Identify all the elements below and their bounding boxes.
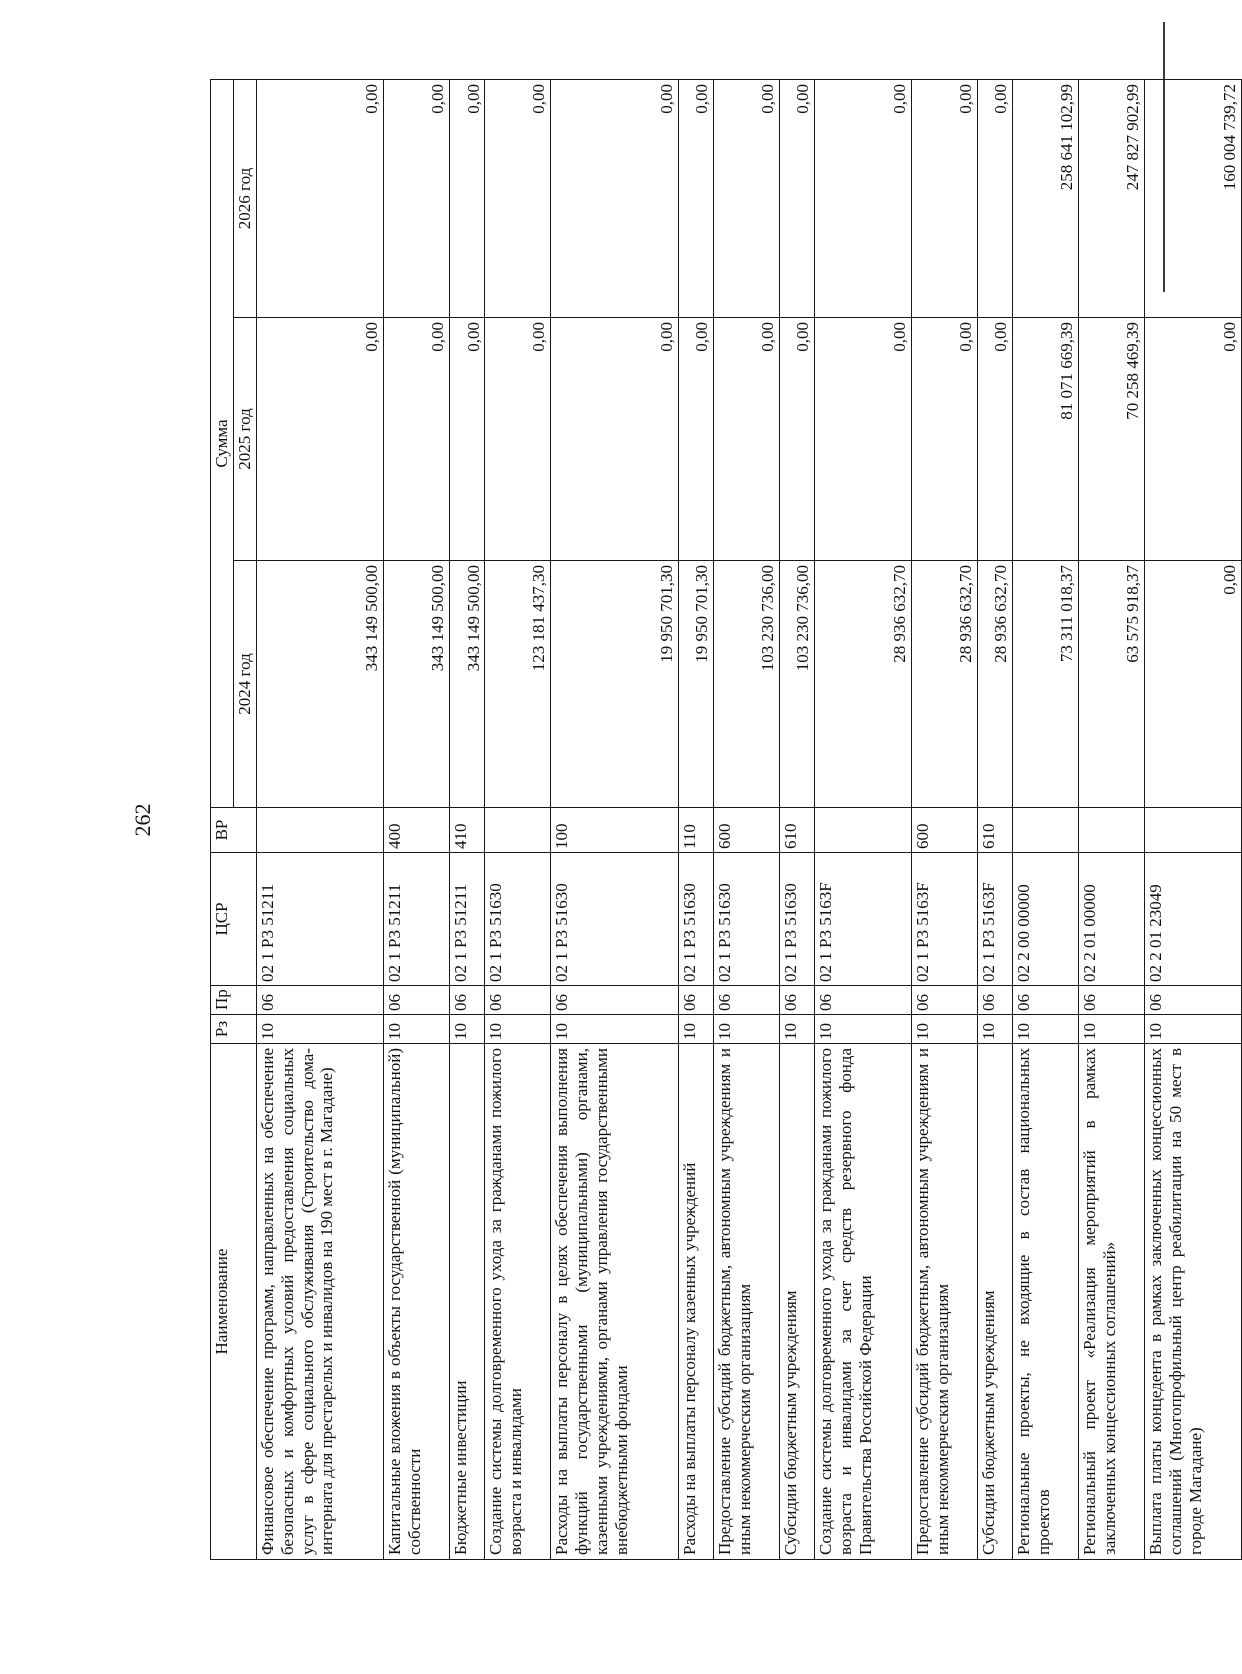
cell-2024: 123 181 437,30	[485, 561, 551, 808]
cell-pr: 06	[256, 986, 383, 1015]
cell-csr: 02 1 P3 51211	[256, 853, 383, 986]
cell-csr: 02 1 P3 51630	[714, 853, 780, 986]
cell-vr: 610	[977, 808, 1012, 853]
cell-2024: 28 936 632,70	[815, 561, 912, 808]
cell-rz: 10	[384, 1015, 450, 1044]
cell-rz: 10	[779, 1015, 814, 1044]
cell-csr: 02 1 P3 51211	[450, 853, 485, 986]
cell-2025: 0,00	[384, 318, 450, 561]
table-row	[1013, 80, 1079, 1560]
cell-vr	[485, 808, 551, 853]
cell-vr: 100	[551, 808, 678, 853]
cell-2026: 0,00	[678, 80, 713, 318]
cell-pr: 06	[815, 986, 912, 1015]
header-2025: 2025 год	[233, 318, 256, 561]
cell-pr: 06	[551, 986, 678, 1015]
cell-2025: 0,00	[1145, 318, 1242, 561]
cell-2025: 0,00	[779, 318, 814, 561]
cell-2026: 0,00	[256, 80, 383, 318]
cell-2026: 0,00	[977, 80, 1012, 318]
rotated-page-content	[210, 80, 1242, 1560]
cell-2024: 63 575 918,37	[1079, 561, 1145, 808]
cell-2024: 73 311 018,37	[1013, 561, 1079, 808]
cell-pr: 06	[485, 986, 551, 1015]
table-row	[384, 80, 450, 1560]
cell-vr	[1145, 808, 1242, 853]
header-vr: ВР	[211, 808, 257, 853]
table-row	[551, 80, 678, 1560]
cell-rz: 10	[977, 1015, 1012, 1044]
cell-name: Региональные проекты, не входящие в состав национальных проектов	[1013, 1044, 1079, 1560]
cell-vr: 110	[678, 808, 713, 853]
cell-name: Предоставление субсидий бюджетным, автономным учреждениям и иным некоммерческим организациям	[911, 1044, 977, 1560]
cell-pr: 06	[714, 986, 780, 1015]
cell-vr: 610	[779, 808, 814, 853]
cell-csr: 02 1 P3 51630	[551, 853, 678, 986]
cell-rz: 10	[450, 1015, 485, 1044]
header-row-top	[211, 80, 234, 1560]
table-row	[678, 80, 713, 1560]
cell-pr: 06	[1079, 986, 1145, 1015]
cell-2026: 0,00	[911, 80, 977, 318]
cell-vr	[1013, 808, 1079, 853]
table-row	[485, 80, 551, 1560]
table-row	[1079, 80, 1145, 1560]
cell-vr	[815, 808, 912, 853]
cell-rz: 10	[678, 1015, 713, 1044]
cell-csr: 02 1 P3 5163F	[815, 853, 912, 986]
page-number: 262	[130, 803, 155, 837]
cell-rz: 10	[815, 1015, 912, 1044]
cell-2025: 0,00	[551, 318, 678, 561]
cell-2026: 0,00	[450, 80, 485, 318]
cell-2024: 103 230 736,00	[779, 561, 814, 808]
cell-2025: 0,00	[678, 318, 713, 561]
cell-2026: 258 641 102,99	[1013, 80, 1079, 318]
cell-name: Бюджетные инвестиции	[450, 1044, 485, 1560]
header-csr: ЦСР	[211, 853, 257, 986]
cell-2024: 103 230 736,00	[714, 561, 780, 808]
cell-vr	[1079, 808, 1145, 853]
cell-rz: 10	[1013, 1015, 1079, 1044]
header-2026: 2026 год	[233, 80, 256, 318]
header-name: Наименование	[211, 1044, 257, 1560]
cell-2025: 0,00	[256, 318, 383, 561]
cell-2024: 343 149 500,00	[450, 561, 485, 808]
cell-pr: 06	[450, 986, 485, 1015]
cell-vr: 400	[384, 808, 450, 853]
cell-2026: 0,00	[485, 80, 551, 318]
cell-rz: 10	[485, 1015, 551, 1044]
cell-vr	[256, 808, 383, 853]
table-row	[256, 80, 383, 1560]
cell-2025: 81 071 669,39	[1013, 318, 1079, 561]
budget-table	[210, 79, 1242, 1560]
cell-vr: 600	[714, 808, 780, 853]
cell-2024: 19 950 701,30	[551, 561, 678, 808]
cell-name: Капитальные вложения в объекты государственной (муниципальной) собственности	[384, 1044, 450, 1560]
cell-name: Расходы на выплаты персоналу в целях обеспечения выполнения функций государственными (муниципальными) органами, казенными учреждениями, органами управления государственными внебюджетными фондами	[551, 1044, 678, 1560]
cell-2025: 0,00	[450, 318, 485, 561]
cell-name: Расходы на выплаты персоналу казенных учреждений	[678, 1044, 713, 1560]
cell-csr: 02 1 P3 51211	[384, 853, 450, 986]
cell-2024: 343 149 500,00	[256, 561, 383, 808]
cell-name: Финансовое обеспечение программ, направленных на обеспечение безопасных и комфортных условий предоставления социальных услуг в сфере социального обслуживания (Строительство дома-интерната для престарелых и инвалидов на 190 мест в г. Магадане)	[256, 1044, 383, 1560]
cell-2024: 19 950 701,30	[678, 561, 713, 808]
cell-2026: 0,00	[384, 80, 450, 318]
cell-2026: 247 827 902,99	[1079, 80, 1145, 318]
cell-name: Создание системы долговременного ухода за гражданами пожилого возраста и инвалидами за счет средств резервного фонда Правительства Российской Федерации	[815, 1044, 912, 1560]
cell-rz: 10	[1145, 1015, 1242, 1044]
header-rz: Рз	[211, 1015, 257, 1044]
cell-pr: 06	[678, 986, 713, 1015]
table-row	[815, 80, 912, 1560]
cell-name: Выплата платы концедента в рамках заключенных концессионных соглашений (Многопрофильный центр реабилитации на 50 мест в городе Магадане)	[1145, 1044, 1242, 1560]
cell-vr: 600	[911, 808, 977, 853]
cell-2024: 343 149 500,00	[384, 561, 450, 808]
cell-2026: 0,00	[815, 80, 912, 318]
cell-2025: 0,00	[815, 318, 912, 561]
cell-csr: 02 2 01 00000	[1079, 853, 1145, 986]
table-row	[779, 80, 814, 1560]
cell-csr: 02 1 P3 51630	[485, 853, 551, 986]
cell-2025: 70 258 469,39	[1079, 318, 1145, 561]
cell-name: Субсидии бюджетным учреждениям	[977, 1044, 1012, 1560]
cell-name: Региональный проект «Реализация мероприятий в рамках заключенных концессионных соглашений»	[1079, 1044, 1145, 1560]
cell-csr: 02 1 P3 51630	[678, 853, 713, 986]
cell-pr: 06	[1013, 986, 1079, 1015]
cell-2024: 0,00	[1145, 561, 1242, 808]
header-pr: Пр	[211, 986, 257, 1015]
cell-name: Создание системы долговременного ухода за гражданами пожилого возраста и инвалидами	[485, 1044, 551, 1560]
cell-2026: 0,00	[779, 80, 814, 318]
cell-csr: 02 1 P3 51630	[779, 853, 814, 986]
cell-rz: 10	[1079, 1015, 1145, 1044]
cell-rz: 10	[911, 1015, 977, 1044]
table-row	[1145, 80, 1242, 1560]
cell-vr: 410	[450, 808, 485, 853]
cell-2024: 28 936 632,70	[977, 561, 1012, 808]
cell-pr: 06	[1145, 986, 1242, 1015]
cell-pr: 06	[977, 986, 1012, 1015]
header-sum: Сумма	[211, 80, 234, 808]
cell-csr: 02 2 01 23049	[1145, 853, 1242, 986]
cell-2026: 160 004 739,72	[1145, 80, 1242, 318]
cell-rz: 10	[714, 1015, 780, 1044]
table-row	[450, 80, 485, 1560]
cell-2025: 0,00	[911, 318, 977, 561]
cell-rz: 10	[256, 1015, 383, 1044]
header-2024: 2024 год	[233, 561, 256, 808]
cell-pr: 06	[911, 986, 977, 1015]
cell-pr: 06	[779, 986, 814, 1015]
table-row	[977, 80, 1012, 1560]
cell-2025: 0,00	[485, 318, 551, 561]
cell-2024: 28 936 632,70	[911, 561, 977, 808]
cell-2025: 0,00	[977, 318, 1012, 561]
cell-rz: 10	[551, 1015, 678, 1044]
cell-csr: 02 1 P3 5163F	[911, 853, 977, 986]
cell-csr: 02 2 00 00000	[1013, 853, 1079, 986]
cell-2026: 0,00	[551, 80, 678, 318]
cell-2025: 0,00	[714, 318, 780, 561]
table-row	[714, 80, 780, 1560]
cell-2026: 0,00	[714, 80, 780, 318]
table-row	[911, 80, 977, 1560]
cell-name: Субсидии бюджетным учреждениям	[779, 1044, 814, 1560]
cell-pr: 06	[384, 986, 450, 1015]
cell-csr: 02 1 P3 5163F	[977, 853, 1012, 986]
cell-name: Предоставление субсидий бюджетным, автономным учреждениям и иным некоммерческим организациям	[714, 1044, 780, 1560]
